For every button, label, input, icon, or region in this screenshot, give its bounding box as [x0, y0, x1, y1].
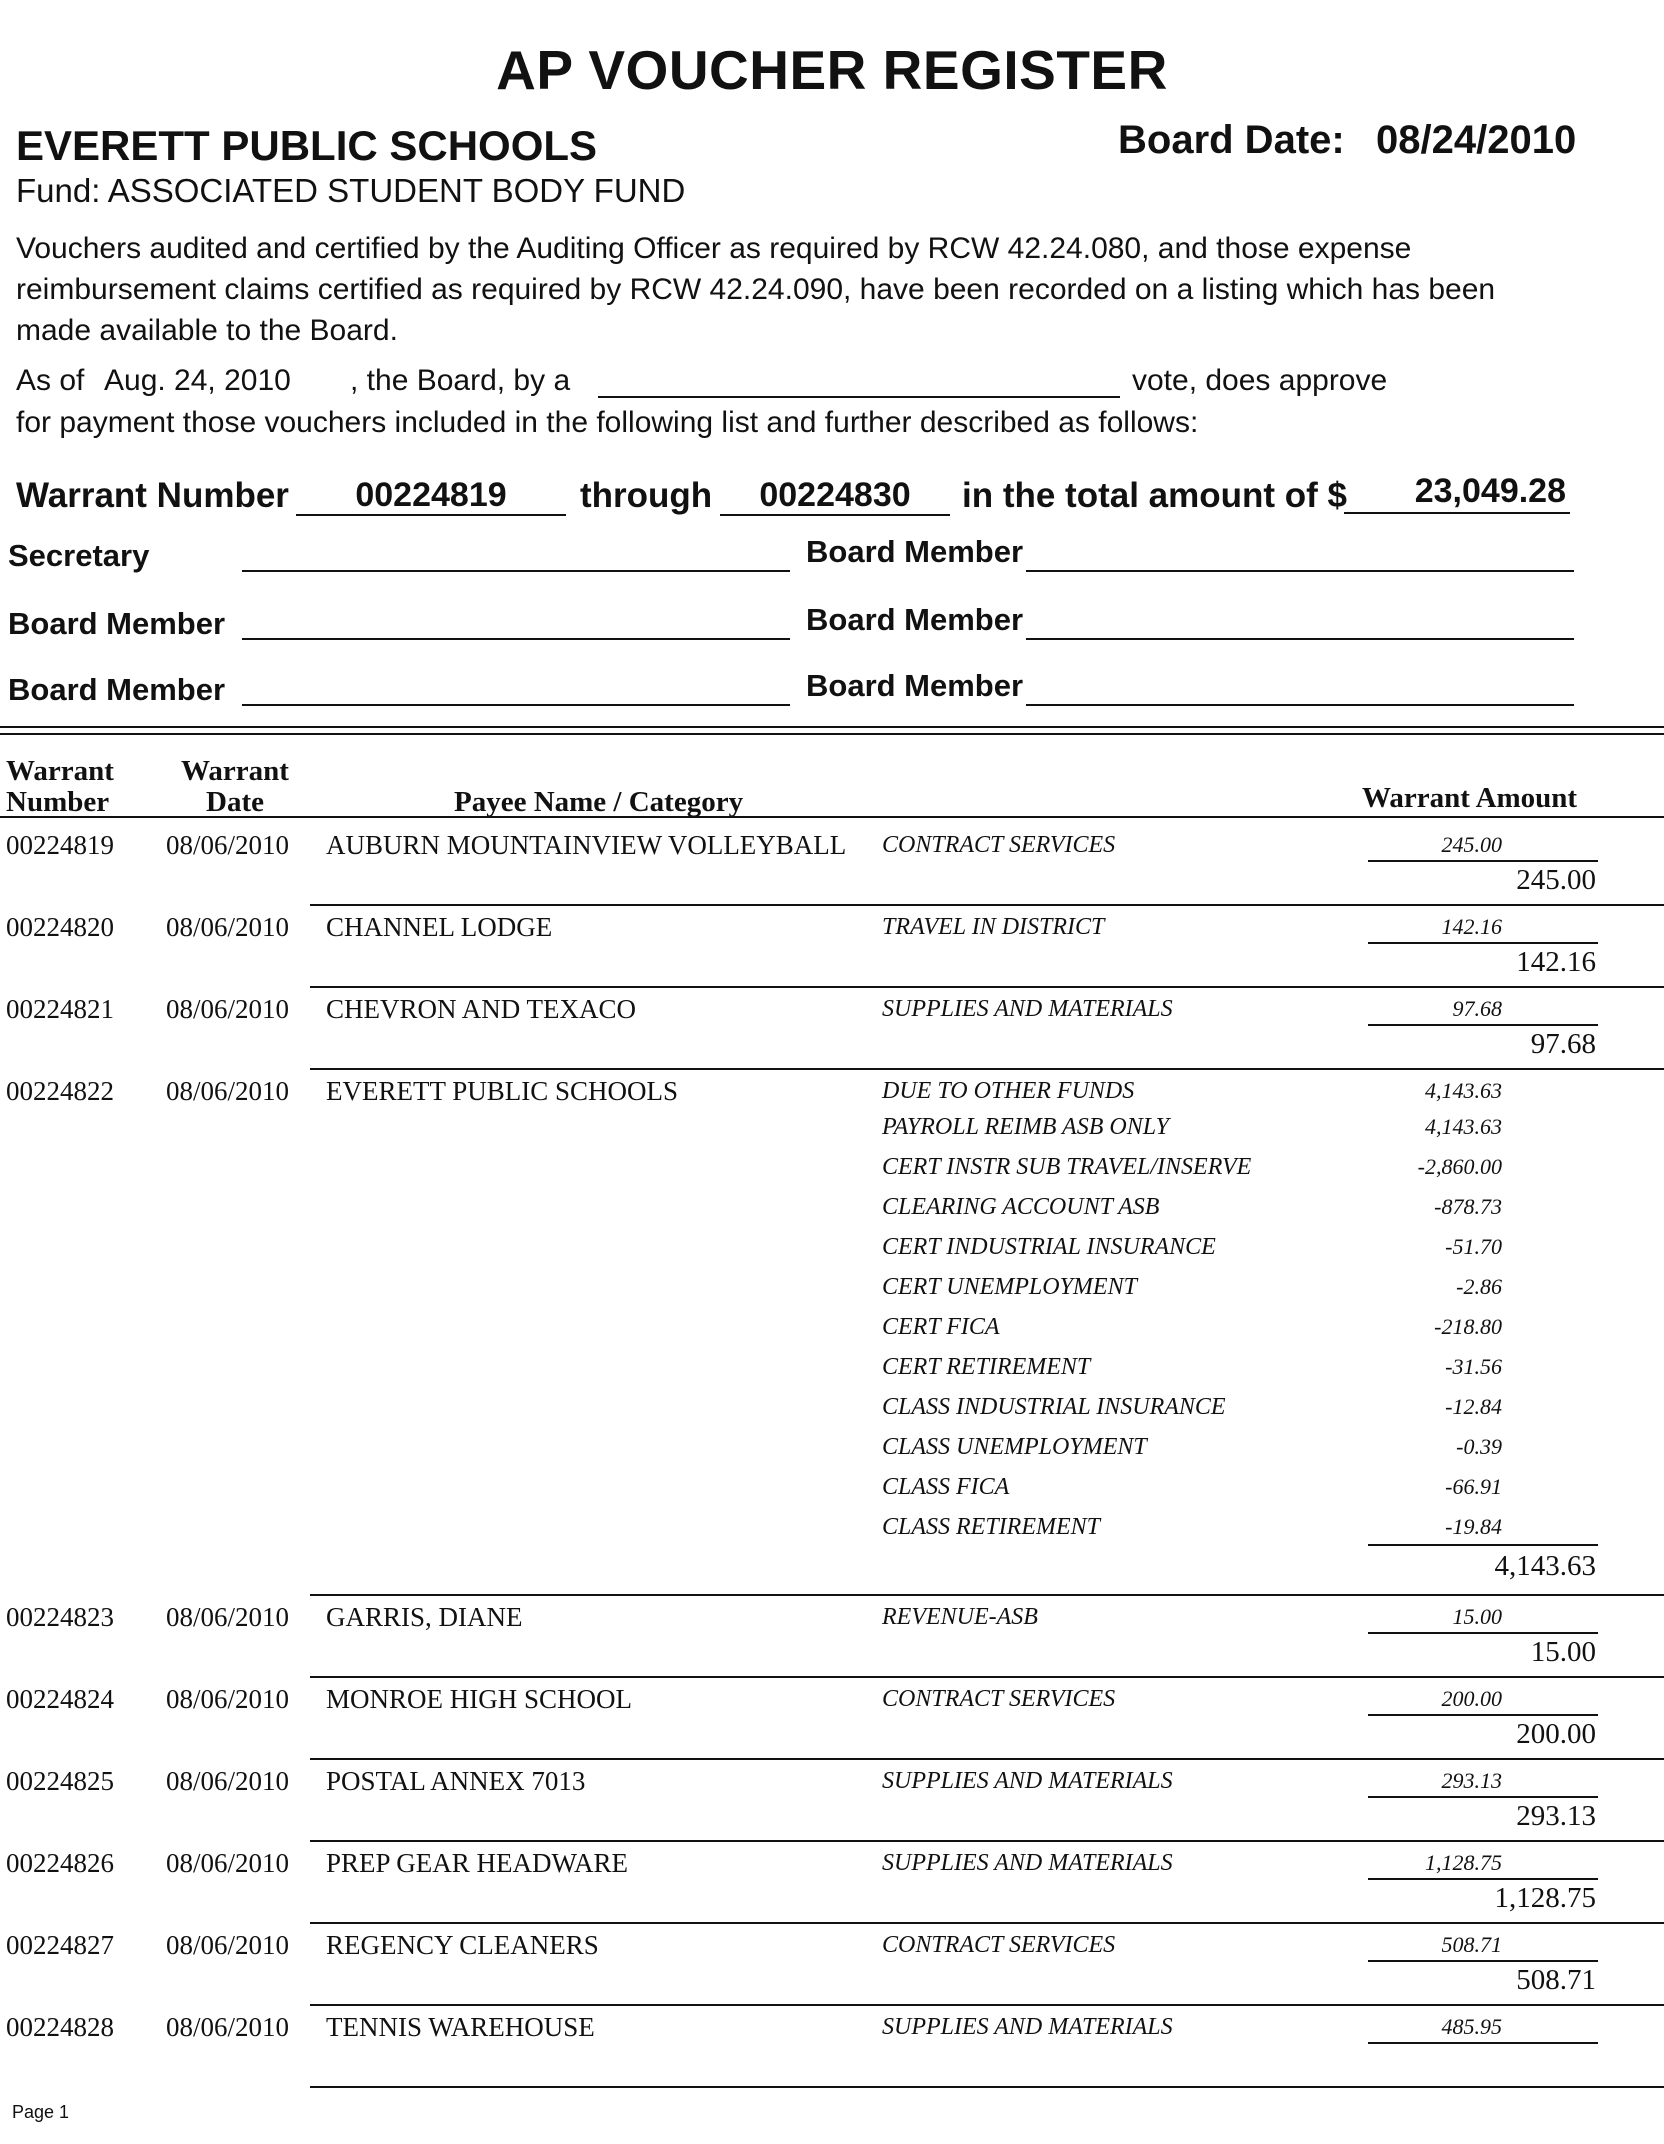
payee-name-cell: MONROE HIGH SCHOOL	[326, 1684, 633, 1714]
line-amount-cell: -2.86	[1456, 1274, 1502, 1299]
line-amount-cell: 97.68	[1452, 996, 1502, 1021]
subtotal-rule	[1368, 2042, 1598, 2044]
line-amount-cell: -878.73	[1434, 1194, 1502, 1219]
row-separator	[310, 1922, 1664, 1924]
warrant-number-cell: 00224825	[6, 1766, 114, 1796]
warrant-number-cell: 00224820	[6, 912, 114, 942]
warrant-total-cell: 245.00	[1516, 864, 1596, 896]
subtotal-rule	[1368, 1714, 1598, 1716]
payee-name-cell: PREP GEAR HEADWARE	[326, 1848, 629, 1878]
row-separator	[310, 1676, 1664, 1678]
warrant-number-cell: 00224826	[6, 1848, 114, 1878]
subtotal-rule	[1368, 860, 1598, 862]
section-divider-top	[0, 726, 1664, 728]
row-separator	[310, 2004, 1664, 2006]
category-cell: CERT RETIREMENT	[882, 1354, 1091, 1380]
line-amount-cell: -12.84	[1445, 1394, 1502, 1419]
category-cell: SUPPLIES AND MATERIALS	[882, 1768, 1173, 1794]
category-cell: CERT INSTR SUB TRAVEL/INSERVE	[882, 1154, 1252, 1180]
signature-line-secretary[interactable]	[242, 570, 790, 572]
warrant-number-cell: 00224822	[6, 1076, 114, 1106]
category-cell: SUPPLIES AND MATERIALS	[882, 2014, 1173, 2040]
warrant-total-cell: 142.16	[1516, 946, 1596, 978]
category-cell: DUE TO OTHER FUNDS	[882, 1078, 1135, 1104]
district-name: EVERETT PUBLIC SCHOOLS	[16, 122, 598, 169]
signature-label-board-member-5: Board Member	[806, 668, 1024, 703]
warrant-last-underline	[720, 514, 950, 516]
warrant-date-cell: 08/06/2010	[166, 2012, 290, 2042]
payee-name-cell: AUBURN MOUNTAINVIEW VOLLEYBALL	[326, 830, 847, 860]
column-header-warrant-number-line1: Warrant	[6, 755, 114, 787]
vote-blank-line[interactable]	[598, 396, 1120, 398]
category-cell: CONTRACT SERVICES	[882, 1932, 1116, 1958]
category-cell: CERT INDUSTRIAL INSURANCE	[882, 1234, 1216, 1260]
board-date-value: 08/24/2010	[1376, 118, 1577, 162]
subtotal-rule	[1368, 1544, 1598, 1546]
line-amount-cell: 4,143.63	[1425, 1114, 1502, 1139]
warrant-total-cell: 15.00	[1530, 1636, 1596, 1668]
page-number: Page 1	[12, 2102, 70, 2122]
subtotal-rule	[1368, 942, 1598, 944]
row-separator	[310, 1594, 1664, 1596]
payee-name-cell: GARRIS, DIANE	[326, 1602, 523, 1632]
subtotal-rule	[1368, 1878, 1598, 1880]
line-amount-cell: 508.71	[1441, 1932, 1502, 1957]
payee-name-cell: CHEVRON AND TEXACO	[326, 994, 637, 1024]
column-header-warrant-date	[170, 756, 300, 818]
signature-label-board-member-4: Board Member	[8, 672, 226, 707]
line-amount-cell: 15.00	[1452, 1604, 1502, 1629]
vote-label: vote, does approve	[1132, 364, 1388, 397]
certification-paragraph: Vouchers audited and certified by the Auditing Officer as required by RCW 42.24.080, and those expense reimbursement claims certified as required by RCW 42.24.090, have been recorded on a listing which has been made available to the Board.	[16, 232, 1496, 347]
through-label: through	[580, 476, 713, 515]
warrant-date-cell: 08/06/2010	[166, 1930, 290, 1960]
payee-name-cell: POSTAL ANNEX 7013	[326, 1766, 586, 1796]
signature-label-board-member-3: Board Member	[806, 602, 1024, 637]
warrant-date-cell: 08/06/2010	[166, 994, 290, 1024]
signature-label-secretary: Secretary	[8, 538, 150, 573]
warrant-total-cell: 200.00	[1516, 1718, 1596, 1750]
warrant-first-number: 00224819	[355, 476, 507, 514]
category-cell: CERT FICA	[882, 1314, 1000, 1340]
warrant-number-cell: 00224821	[6, 994, 114, 1024]
line-amount-cell: -218.80	[1434, 1314, 1502, 1339]
warrant-date-cell: 08/06/2010	[166, 830, 290, 860]
as-of-label: As of	[16, 364, 85, 397]
column-header-amount: Warrant Amount	[1362, 782, 1578, 814]
warrant-total-cell: 508.71	[1516, 1964, 1596, 1996]
board-by-label: , the Board, by a	[350, 364, 571, 397]
line-amount-cell: 1,128.75	[1425, 1850, 1502, 1875]
warrant-date-cell: 08/06/2010	[166, 1848, 290, 1878]
warrant-total-cell: 4,143.63	[1494, 1550, 1596, 1582]
row-separator	[310, 2086, 1664, 2088]
row-separator	[310, 1068, 1664, 1070]
warrant-number-cell: 00224823	[6, 1602, 114, 1632]
fund-label: Fund: ASSOCIATED STUDENT BODY FUND	[16, 172, 686, 209]
line-amount-cell: -51.70	[1445, 1234, 1502, 1259]
subtotal-rule	[1368, 1632, 1598, 1634]
category-cell: TRAVEL IN DISTRICT	[882, 914, 1105, 940]
category-cell: REVENUE-ASB	[882, 1604, 1038, 1630]
column-header-warrant-number-line2: Number	[6, 786, 110, 818]
column-header-warrant-date-line2: Date	[206, 786, 264, 818]
warrant-total-cell: 97.68	[1530, 1028, 1596, 1060]
as-of-date: Aug. 24, 2010	[104, 364, 291, 397]
category-cell: CERT UNEMPLOYMENT	[882, 1274, 1137, 1300]
payee-name-cell: TENNIS WAREHOUSE	[326, 2012, 595, 2042]
line-amount-cell: 245.00	[1441, 832, 1502, 857]
page-title: AP VOUCHER REGISTER	[496, 39, 1168, 101]
total-amount-underline	[1344, 512, 1570, 514]
warrant-date-cell: 08/06/2010	[166, 1684, 290, 1714]
subtotal-rule	[1368, 1796, 1598, 1798]
column-header-payee: Payee Name / Category	[454, 786, 744, 818]
row-separator	[310, 1758, 1664, 1760]
payee-name-cell: REGENCY CLEANERS	[326, 1930, 599, 1960]
category-cell: SUPPLIES AND MATERIALS	[882, 996, 1173, 1022]
line-amount-cell: 485.95	[1441, 2014, 1502, 2039]
row-separator	[310, 986, 1664, 988]
payee-name-cell: CHANNEL LODGE	[326, 912, 553, 942]
category-cell: CLASS UNEMPLOYMENT	[882, 1434, 1147, 1460]
warrant-number-cell: 00224827	[6, 1930, 114, 1960]
warrant-date-cell: 08/06/2010	[166, 1602, 290, 1632]
category-cell: SUPPLIES AND MATERIALS	[882, 1850, 1173, 1876]
warrant-number-cell: 00224828	[6, 2012, 114, 2042]
subtotal-rule	[1368, 1960, 1598, 1962]
warrant-first-underline	[296, 514, 566, 516]
table-header-rule	[0, 816, 1664, 818]
category-cell: CLASS FICA	[882, 1474, 1010, 1500]
payment-line: for payment those vouchers included in the following list and further described as follows:	[16, 406, 1199, 439]
line-amount-cell: -19.84	[1445, 1514, 1502, 1539]
warrant-date-cell: 08/06/2010	[166, 912, 290, 942]
signature-line-board-member-1[interactable]	[1026, 570, 1574, 572]
line-amount-cell: 142.16	[1441, 914, 1502, 939]
line-amount-cell: -66.91	[1445, 1474, 1502, 1499]
line-amount-cell: -0.39	[1456, 1434, 1502, 1459]
column-header-warrant-date-line1: Warrant	[181, 755, 289, 787]
total-amount-value: 23,049.28	[1414, 472, 1566, 510]
category-cell: CLEARING ACCOUNT ASB	[882, 1194, 1160, 1220]
category-cell: CONTRACT SERVICES	[882, 832, 1116, 858]
category-cell: PAYROLL REIMB ASB ONLY	[882, 1114, 1169, 1140]
total-amount-label: in the total amount of $	[962, 476, 1347, 515]
line-amount-cell: 4,143.63	[1425, 1078, 1502, 1103]
line-amount-cell: 200.00	[1441, 1686, 1502, 1711]
warrant-last-number: 00224830	[759, 476, 911, 514]
signature-line-board-member-3[interactable]	[1026, 638, 1574, 640]
warrant-total-cell: 1,128.75	[1494, 1882, 1596, 1914]
signature-line-board-member-5[interactable]	[1026, 704, 1574, 706]
payee-name-cell: EVERETT PUBLIC SCHOOLS	[326, 1076, 679, 1106]
warrant-date-cell: 08/06/2010	[166, 1076, 290, 1106]
signature-line-board-member-2[interactable]	[242, 638, 790, 640]
row-separator	[310, 904, 1664, 906]
line-amount-cell: 293.13	[1441, 1768, 1502, 1793]
board-date-label: Board Date:	[1118, 118, 1345, 162]
row-separator	[310, 1840, 1664, 1842]
column-header-warrant-number	[6, 756, 114, 818]
warrant-date-cell: 08/06/2010	[166, 1766, 290, 1796]
warrant-total-cell: 293.13	[1516, 1800, 1596, 1832]
category-cell: CLASS RETIREMENT	[882, 1514, 1101, 1540]
line-amount-cell: -2,860.00	[1417, 1154, 1502, 1179]
section-divider-bottom	[0, 733, 1664, 735]
subtotal-rule	[1368, 1024, 1598, 1026]
signature-line-board-member-4[interactable]	[242, 704, 790, 706]
category-cell: CLASS INDUSTRIAL INSURANCE	[882, 1394, 1226, 1420]
line-amount-cell: -31.56	[1445, 1354, 1502, 1379]
signature-label-board-member-1: Board Member	[806, 534, 1024, 569]
warrant-number-cell: 00224824	[6, 1684, 114, 1714]
signature-label-board-member-2: Board Member	[8, 606, 226, 641]
warrant-number-label: Warrant Number	[16, 476, 289, 515]
warrant-number-cell: 00224819	[6, 830, 114, 860]
category-cell: CONTRACT SERVICES	[882, 1686, 1116, 1712]
